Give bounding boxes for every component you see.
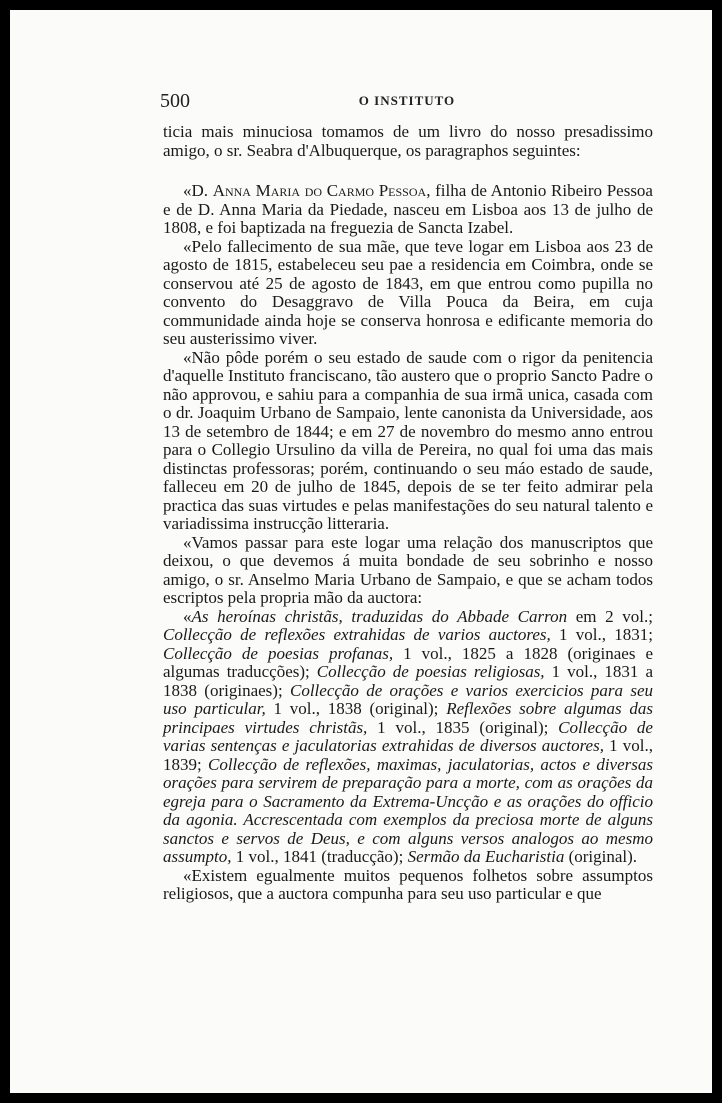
manuscript-detail: 1 vol., 1835 (original);: [367, 717, 559, 737]
paragraph-mother-death: «Pelo fallecimento de sua mãe, que teve logar em Lisboa aos 23 de agosto de 1815, estabeleceu seu pae a residencia em Coimbra, onde se conservou até 25 de agosto de 1843, em que entrou como pupilla no convento do Desaggravo de Villa Pouca da Beira, em cuja communidade ainda hoje se conserva honrosa e edificante memoria do seu austerissimo viver.: [163, 236, 653, 348]
body-text: [163, 123, 653, 904]
manuscript-detail: 1 vol., 1831 a 1838 (originaes);: [163, 662, 653, 700]
manuscript-detail: 1 vol., 1841 (traducção);: [231, 847, 408, 866]
manuscript-detail: 1 vol., 1825 a 1828 (originaes e algumas traducções);: [163, 643, 653, 681]
manuscript-title: Collecção de poesias profanas,: [163, 643, 394, 663]
paragraph-biography-intro: [163, 182, 653, 238]
page-number: 500: [160, 90, 190, 112]
manuscript-title: Collecção de varias sentenças e jaculatorias extrahidas de diversos auctores,: [163, 717, 653, 755]
paragraph-manuscripts-intro: «Vamos passar para este logar uma relação dos manuscriptos que deixou, o que devemos á muita bondade de seu sobrinho e nosso amigo, o sr. Anselmo Maria Urbano de Sampaio, e que se acham todos escriptos pela propria mão da auctora:: [163, 532, 653, 607]
manuscript-detail: «: [183, 606, 192, 626]
subject-name: Anna Maria do Carmo Pessoa: [212, 181, 427, 200]
manuscript-detail: 1 vol., 1838 (original);: [265, 699, 447, 718]
manuscript-title: Collecção de reflexões, maximas, jaculatorias, actos e diversas orações para servirem de preparação para a morte, com as orações da egreja para o Sacramento da Extrema-Uncção e as orações do officio da agonia. Accrescentada com exemplos da preciosa morte de alguns sanctos e servos de Deus, e com alguns versos analogos ao mesmo assumpto,: [163, 754, 653, 866]
manuscript-title: As heroínas christãs, traduzidas do Abbade Carron: [191, 606, 568, 626]
paragraph-continuation: ticia mais minuciosa tomamos de um livro do nosso presadissimo amigo, o sr. Seabra d'Albuquerque, os paragraphos seguintes:: [163, 122, 653, 160]
book-page: [10, 10, 712, 1093]
manuscript-title: Reflexões sobre algumas das principaes virtudes christãs,: [163, 699, 653, 737]
running-title: O INSTITUTO: [358, 93, 456, 108]
page-header: [160, 90, 654, 112]
manuscript-detail: 1 vol., 1831;: [550, 625, 653, 644]
manuscript-title: Collecção de reflexões extrahidas de varios auctores,: [163, 625, 551, 644]
manuscript-detail: (original).: [564, 847, 638, 866]
manuscript-detail: em 2 vol.;: [567, 606, 653, 626]
paragraph-pamphlets: «Existem egualmente muitos pequenos folhetos sobre assumptos religiosos, que a auctora compunha para seu uso particular e que: [163, 865, 653, 903]
manuscript-detail: 1 vol., 1839;: [163, 736, 653, 774]
paragraph-manuscripts-list: [163, 608, 653, 867]
paragraph-health: «Não pôde porém o seu estado de saude com o rigor da penitencia d'aquelle Instituto franciscano, tão austero que o proprio Sancto Padre o não approvou, e sahiu para a companhia de sua irmã unica, casada com o dr. Joaquim Urbano de Sampaio, lente canonista da Universidade, aos 13 de setembro de 1844; e em 27 de novembro do mesmo anno entrou para o Collegio Ursulino da villa de Pereira, no qual foi uma das mais distinctas professoras; porém, continuando o seu máo estado de saude, falleceu em 20 de julho de 1845, depois de se ter feito admirar pela practica das suas virtudes e pelas manifestações do seu natural talento e variadissima instrucção litteraria.: [163, 347, 653, 533]
manuscript-title: Collecção de orações e varios exercicios para seu uso particular,: [163, 680, 654, 718]
manuscript-title: Sermão da Eucharistia: [407, 847, 565, 866]
paragraph-biography-rest: , filha de Antonio Ribeiro Pessoa e de D. Anna Maria da Piedade, nasceu em Lisboa aos 13 de julho de 1808, e foi baptizada na freguezia de Sancta Izabel.: [163, 181, 653, 237]
quote-open: «D.: [183, 181, 213, 200]
manuscript-title: Collecção de poesias religiosas,: [316, 662, 545, 681]
